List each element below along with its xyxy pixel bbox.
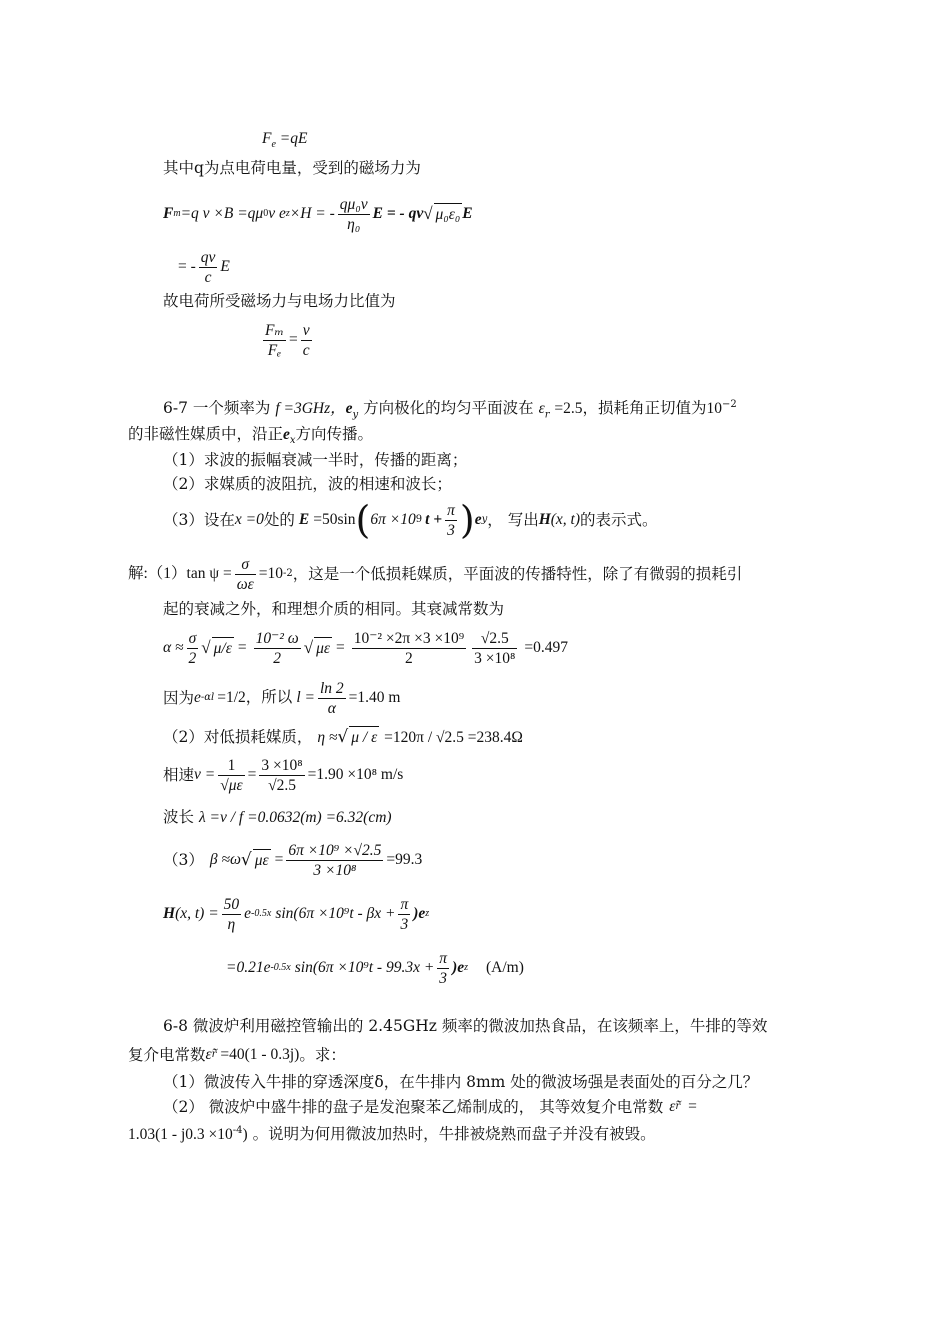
text-run: （3） (163, 851, 204, 869)
radical-sign: √ (423, 204, 433, 223)
radical-sign: √ (240, 850, 252, 870)
numerator: qv (200, 248, 216, 266)
superscript: 9 (415, 514, 423, 525)
equation-h-cont (226, 944, 524, 992)
eq-part: (x, t) = (175, 905, 219, 922)
radicand: μ₀ε₀ (434, 203, 463, 226)
subscript: r (675, 1101, 681, 1112)
text-run: ε̃ (669, 1098, 676, 1115)
text-run: =10 (258, 565, 283, 582)
text-run: =1.90 ×10⁸ m/s (307, 766, 404, 783)
eq-part: ×H = - (289, 205, 335, 222)
equation-fm (163, 190, 473, 238)
problem-6-8-q2 (163, 1094, 833, 1120)
problem-6-7-line-2 (128, 423, 373, 452)
numerator: v (302, 321, 310, 339)
denominator: √2.5 (268, 776, 296, 794)
right-paren: ) (459, 498, 475, 542)
paragraph-line: 故电荷所受磁场力与电场力比值为 (163, 292, 396, 310)
text-run: ，这是一个低损耗媒质，平面波的传播特性，除了有微弱的损耗引 (292, 565, 743, 583)
numerator: 6π ×10⁹ ×√2.5 (288, 841, 382, 859)
solution-line-2: 起的衰减之外，和理想介质的相同。其衰减常数为 (163, 600, 505, 618)
question-2: （2）求媒质的波阻抗，波的相速和波长； (163, 475, 452, 493)
eq-part: v e (268, 205, 286, 222)
text-run: =40(1 - 0.3j) (220, 1046, 300, 1063)
text-run: 。求： (299, 1046, 346, 1064)
fraction (263, 321, 286, 360)
denominator: 3 ×10⁸ (313, 861, 357, 879)
fraction (472, 629, 517, 668)
text-run: =120π / √2.5 =238.4Ω (384, 729, 523, 746)
eq-rhs: =qE (279, 130, 308, 147)
text-run: 解:（1）tan ψ = (128, 565, 232, 582)
eq-part: E (462, 205, 473, 222)
superscript: −2 (722, 399, 737, 410)
fraction (235, 555, 256, 594)
denominator: 2 (188, 649, 197, 667)
subscript: y (481, 514, 488, 525)
eq-symbol: F (163, 205, 174, 222)
solution-line-7 (163, 806, 392, 829)
denominator: ωε (236, 575, 254, 593)
text-run: = (247, 766, 257, 783)
text-run: 的非磁性媒质中，沿正 (128, 425, 284, 443)
problem-6-8-line-2 (128, 1040, 346, 1070)
text-run: 方向传播。 (295, 425, 374, 443)
eq-part: = (237, 639, 247, 656)
text-run: = (688, 1098, 697, 1115)
eq-part: α ≈ (163, 639, 184, 656)
text-run: 方向极化的均匀平面波在 (363, 399, 534, 418)
subscript: y (352, 409, 359, 421)
fraction (187, 629, 199, 668)
text-run: = (274, 851, 284, 868)
text-run: （2） 微波炉中盛牛排的盘子是发泡聚苯乙烯制成的， 其等效复介电常数 (163, 1098, 664, 1116)
superscript: -4 (232, 1125, 243, 1136)
fraction (352, 629, 466, 668)
denominator: √με (220, 776, 243, 794)
eq-part: )e (452, 959, 465, 976)
eq-part: = (288, 331, 298, 348)
numerator: 50 (223, 895, 240, 913)
text-run: 相速 (163, 766, 195, 784)
text-run: 6-7 一个频率为 (163, 399, 271, 418)
denominator: α (327, 699, 336, 717)
text-run: 的表示式。 (580, 511, 658, 529)
numerator: σ (187, 629, 199, 649)
eq-subscript: e (271, 139, 276, 151)
paragraph-line: 其中q为点电荷电量，受到的磁场力为 (163, 159, 421, 177)
numerator: 1 (218, 756, 244, 776)
subscript: r (211, 1049, 217, 1060)
text-run: =1/2，所以 (217, 689, 293, 706)
text-run: （3）设在 (163, 511, 235, 529)
text-run: ) (242, 1126, 248, 1144)
equation-fm-cont (178, 244, 230, 290)
fraction (218, 756, 244, 795)
denominator: η (227, 915, 236, 933)
radicand: με (314, 637, 332, 660)
text-run: （2）对低损耗媒质， (163, 728, 313, 746)
numerator: 10⁻² ω (255, 629, 299, 647)
text-run: t + (425, 511, 443, 528)
equation-ratio (260, 316, 315, 364)
numerator: π (439, 949, 448, 967)
solution-line-6 (163, 752, 403, 798)
text-run: v = (194, 766, 216, 783)
fraction (445, 501, 457, 540)
fraction (254, 629, 301, 668)
text-run: (x, t) (550, 511, 581, 528)
radical-sign: √ (337, 727, 349, 747)
text-run: ε (538, 400, 545, 418)
eq-part: = - (178, 258, 196, 275)
fraction (222, 895, 242, 934)
superscript: -0.5x (251, 908, 272, 919)
text-run: 1.03(1 - j0.3 ×10 (128, 1126, 233, 1144)
text-run: 复介电常数 (128, 1046, 206, 1064)
numerator: π (400, 895, 409, 913)
text-run: =2.5，损耗角正切值为10 (554, 400, 723, 418)
fraction (301, 321, 312, 360)
text-run: x =0 (234, 511, 264, 528)
fraction (318, 679, 346, 718)
equation-fe (262, 128, 307, 156)
subscript: z (464, 962, 469, 973)
equation-h (163, 890, 429, 938)
superscript: -0.5x (270, 962, 291, 973)
radical-sign: √ (201, 638, 211, 657)
text-run: 处的 (263, 511, 295, 529)
eq-subscript: z (285, 208, 290, 219)
denominator: 3 (447, 521, 455, 539)
text-run: E (298, 511, 310, 528)
text-run: H (538, 511, 551, 528)
numerator: ln 2 (319, 679, 344, 697)
subscript: x (289, 435, 296, 447)
text-run: 波长 (163, 808, 195, 826)
text-run: =1.40 m (348, 689, 401, 706)
text-run: λ =v / f =0.0632(m) =6.32(cm) (198, 809, 392, 826)
superscript: -αl (200, 692, 215, 703)
text-run: ， 写出 (487, 511, 539, 529)
text-run: e (474, 511, 482, 528)
text-run: e (345, 400, 353, 418)
text-run: =99.3 (386, 851, 423, 868)
eq-symbol: F (262, 130, 272, 147)
eq-subscript: 0 (263, 208, 269, 219)
eq-part: = (335, 639, 345, 656)
text-run: f =3GHz， (275, 400, 346, 418)
numerator: 10⁻² ×2π ×3 ×10⁹ (353, 629, 465, 647)
denominator: 2 (273, 649, 282, 667)
numerator: σ (235, 555, 256, 575)
problem-6-7-line-1 (163, 394, 737, 426)
eq-part: e (244, 905, 252, 922)
question-1: （1）求波的振幅衰减一半时，传播的距离； (163, 451, 468, 469)
text-run: β ≈ω (209, 851, 241, 868)
solution-line-4 (163, 676, 400, 720)
solution-line-5 (163, 726, 523, 749)
text-run: e (194, 689, 201, 706)
eq-part: =0.21e (226, 959, 271, 976)
eq-part: E (220, 258, 230, 275)
text-run: l = (296, 689, 315, 706)
text-run: 6π ×10 (370, 511, 416, 528)
subscript: r (544, 409, 550, 421)
radicand: μ/ε (212, 637, 234, 660)
eq-part: sin(6π ×10⁹t - βx + (275, 905, 396, 922)
eq-subscript: m (173, 208, 181, 219)
numerator: Fₘ (265, 321, 284, 339)
denominator: 3 (439, 969, 448, 987)
numerator: 3 ×10⁸ (261, 756, 303, 774)
unit-label: (A/m) (486, 959, 524, 976)
fraction (338, 195, 370, 234)
text-run: η ≈ (317, 729, 338, 746)
superscript: -2 (283, 568, 293, 579)
text-run: ε̃ (205, 1046, 212, 1063)
fraction (437, 949, 449, 988)
text-run: 。说明为何用微波加热时，牛排被烧熟而盘子并没有被毁。 (252, 1125, 656, 1144)
denominator: 3 ×10⁸ (474, 649, 516, 667)
radical-sign: √ (303, 638, 314, 657)
left-paren: ( (355, 498, 371, 542)
fraction (398, 895, 410, 934)
denominator: η₀ (347, 215, 361, 233)
text-run: =50sin (313, 511, 356, 528)
denominator: 2 (405, 649, 413, 667)
problem-6-8-q1: （1）微波传入牛排的穿透深度δ，在牛排内 8mm 处的微波场强是表面处的百分之几？ (163, 1073, 759, 1091)
solution-line-8 (163, 836, 422, 884)
text-run: 因为 (163, 689, 195, 707)
denominator: c (302, 341, 310, 359)
solution-line-1 (128, 552, 742, 596)
eq-part: =0.497 (524, 639, 569, 656)
problem-6-8-line-1: 6-8 微波炉利用磁控管输出的 2.45GHz 频率的微波加热食品，在该频率上，牛排的等效 (163, 1017, 768, 1035)
eq-part: E = - qv (372, 205, 424, 222)
eq-part: )e (413, 905, 426, 922)
denominator: Fₑ (267, 341, 282, 359)
eq-part: =q v ×B =qμ (180, 205, 264, 222)
question-3 (163, 496, 658, 544)
denominator: c (204, 268, 212, 286)
fraction (259, 756, 304, 795)
radicand: μ / ε (349, 726, 379, 749)
fraction (199, 248, 218, 287)
numerator: qμ₀v (339, 195, 368, 213)
equation-alpha (163, 624, 568, 672)
denominator: 3 (400, 915, 409, 933)
text-run: e (283, 426, 290, 443)
numerator: π (447, 501, 455, 519)
eq-part: H (163, 905, 176, 922)
fraction (286, 841, 383, 880)
numerator: √2.5 (472, 629, 517, 649)
eq-part: sin(6π ×10⁹t - 99.3x + (294, 959, 435, 976)
radicand: με (253, 849, 271, 872)
problem-6-8-q2-cont (128, 1120, 656, 1146)
subscript: z (425, 908, 430, 919)
